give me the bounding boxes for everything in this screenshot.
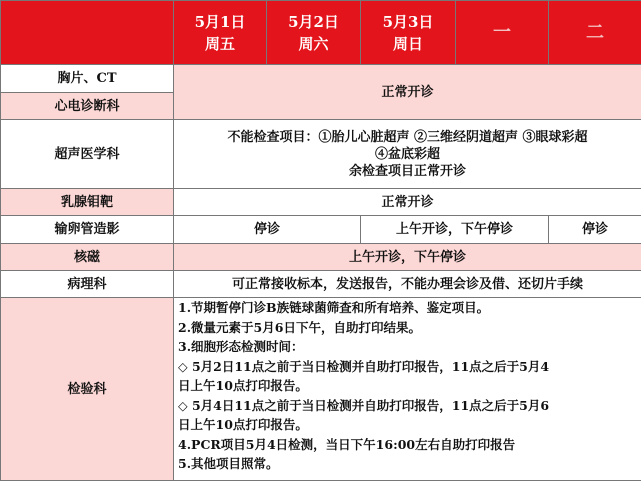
text-line: 2.微量元素于5月6日下午，自助打印结果。 [178, 319, 421, 335]
text-line: 5.其他项目照常。 [178, 456, 279, 471]
status-tube-b: 上午开诊，下午停诊 [361, 216, 549, 244]
status-mri: 上午开诊，下午停诊 [174, 244, 641, 271]
text-line: 4.PCR项目5月4日检测，当日下午16:00左右自助打印报告 [178, 436, 516, 452]
row-mri [1, 244, 641, 271]
dept-tube: 输卵管造影 [1, 216, 174, 244]
date-label: 5月1日 [194, 12, 246, 31]
weekday-label: 周六 [298, 34, 329, 53]
dept-ultrasound: 超声医学科 [1, 120, 174, 189]
date-label: 5月2日 [288, 12, 339, 31]
text-line: 日上午10点打印报告。 [178, 417, 308, 432]
header-date-2 [267, 1, 361, 65]
text-line: 1.节期暂停门诊B族链球菌筛查和所有培养、鉴定项目。 [178, 300, 490, 315]
text-line: ◇ 5月2日11点之前于当日检测并自助打印报告，11点之后于5月4 [178, 358, 550, 374]
status-tube-a: 停诊 [174, 216, 361, 244]
dept-mammo: 乳腺钼靶 [1, 189, 174, 216]
header-date-3 [361, 1, 456, 65]
header-corner [1, 1, 174, 65]
date-label: 5月3日 [382, 12, 434, 31]
dept-mri: 核磁 [1, 244, 174, 271]
status-lab [174, 298, 641, 481]
text-line: 不能检查项目：①胎儿心脏超声 ②三维经阴道超声 ③眼球彩超 [227, 129, 588, 145]
header-row [1, 1, 641, 65]
text-line: 余检查项目正常开诊 [348, 163, 466, 179]
weekday-label: 周日 [392, 34, 423, 53]
text-line: ◇ 5月4日11点之前于当日检测并自助打印报告，11点之后于5月6 [178, 397, 550, 413]
row-pathology [1, 271, 641, 298]
status-ultrasound [174, 120, 641, 189]
status-chest-ecg: 正常开诊 [174, 65, 641, 120]
header-date-4 [456, 1, 549, 65]
row-lab [1, 298, 641, 481]
text-line: 3.细胞形态检测时间： [178, 339, 304, 354]
faded-label: 二 [586, 22, 604, 43]
dept-chest: 胸片、CT [1, 65, 174, 93]
status-tube-c: 停诊 [549, 216, 641, 244]
status-mammo: 正常开诊 [174, 189, 641, 216]
row-chest [1, 65, 641, 93]
faded-label: 一 [493, 22, 511, 43]
text-line: 日上午10点打印报告。 [178, 378, 308, 393]
dept-pathology: 病理科 [1, 271, 174, 298]
status-pathology: 可正常接收标本，发送报告，不能办理会诊及借、还切片手续 [174, 271, 641, 298]
text-line: ④盆底彩超 [374, 146, 440, 162]
weekday-label: 周五 [204, 34, 235, 53]
header-date-1 [174, 1, 267, 65]
header-date-5 [549, 1, 641, 65]
row-mammo [1, 189, 641, 216]
row-ultrasound [1, 120, 641, 189]
row-tube [1, 216, 641, 244]
dept-ecg: 心电诊断科 [1, 93, 174, 120]
dept-lab: 检验科 [1, 298, 174, 481]
